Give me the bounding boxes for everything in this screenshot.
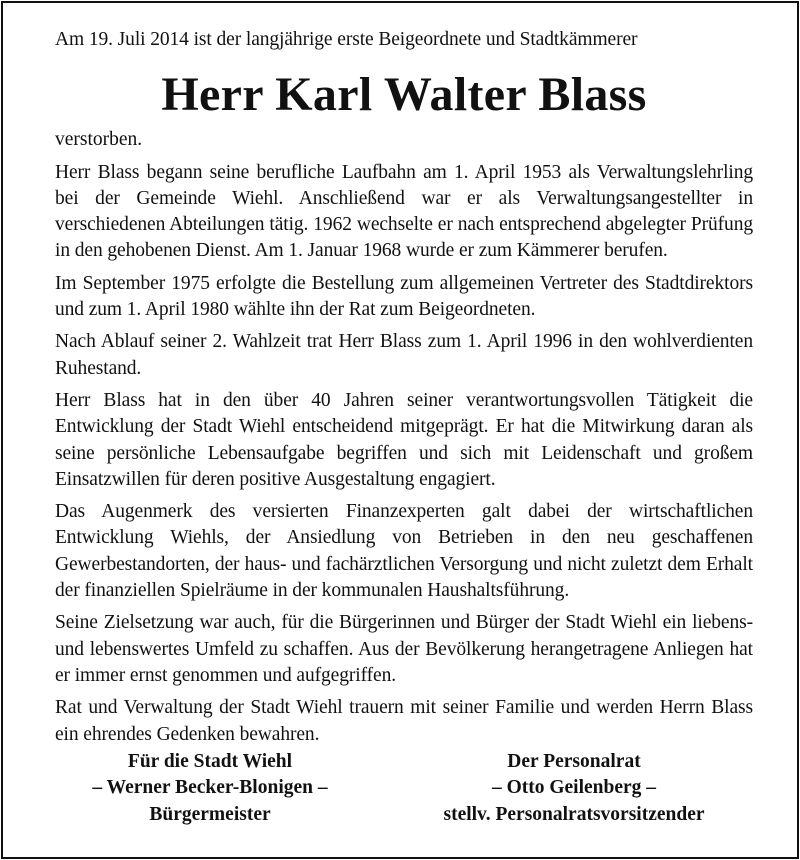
paragraph-deputy: Im September 1975 erfolgte die Bestellung zum allgemeinen Vertreter des Stadtdirektors und zum 1. April 1980 wählte ihn der Rat zum Beigeordneten.	[55, 272, 753, 321]
signature-council-org: Der Personalrat	[507, 751, 641, 772]
paragraph-career: Herr Blass begann seine berufliche Laufbahn am 1. April 1953 als Verwaltungslehrling bei der Gemeinde Wiehl. Anschließend war er als Verwaltungsangestellter in verschiedenen Abteilungen tätig. 1962 wechselte er nach entsprechend abgelegter Prüfung in den gehobenen Dienst. Am 1. Januar 1968 wurde er zum Kämmerer berufen.	[55, 161, 753, 262]
intro-line: Am 19. Juli 2014 ist der langjährige erste Beigeordnete und Stadtkämmerer	[55, 29, 638, 50]
paragraph-mourning: Rat und Verwaltung der Stadt Wiehl trauern mit seiner Familie und werden Herrn Blass ein ehrendes Gedenken bewahren.	[55, 697, 753, 745]
paragraph-finance: Das Augenmerk des versierten Finanzexperten galt dabei der wirtschaftlichen Entwicklung Wiehls, der Ansiedlung von Betrieben in den neu geschaffenen Gewerbestandorten, der haus- und fachärztlichen Versorgung und nicht zuletzt dem Erhalt der finanziellen Spielräume in der kommunalen Haushaltsführung.	[55, 501, 753, 602]
signature-city-role: Bürgermeister	[149, 803, 271, 825]
paragraph-retirement: Nach Ablauf seiner 2. Wahlzeit trat Herr Blass zum 1. April 1996 in den wohlverdienten Ruhestand.	[55, 331, 753, 379]
obituary-body	[55, 27, 753, 748]
signature-staff-council	[395, 749, 753, 828]
signature-city-org: Für die Stadt Wiehl	[127, 751, 293, 772]
signature-city	[55, 749, 365, 828]
signature-council-person: – Otto Geilenberg –	[491, 777, 657, 799]
after-name-line: verstorben.	[55, 129, 143, 151]
obituary-notice-frame	[1, 1, 799, 859]
paragraph-goals: Seine Zielsetzung war auch, für die Bürgerinnen und Bürger der Stadt Wiehl ein liebens- und lebenswertes Umfeld zu schaffen. Aus der Bevölkerung herangetragene Anliegen hat er immer ernst genommen und aufgegriffen.	[55, 612, 753, 686]
signature-council-role: stellv. Personalratsvorsitzender	[443, 803, 705, 825]
signature-city-person: – Werner Becker-Blonigen –	[92, 777, 328, 799]
deceased-name: Herr Karl Walter Blass	[161, 68, 647, 122]
paragraph-legacy: Herr Blass hat in den über 40 Jahren seiner verantwortungsvollen Tätigkeit die Entwicklung der Stadt Wiehl entscheidend mitgeprägt. Er hat die Mitwirkung daran als seine persönliche Lebensaufgabe begriffen und sich mit Leidenschaft und großem Einsatzwillen für deren positive Ausgestaltung engagiert.	[55, 389, 753, 490]
